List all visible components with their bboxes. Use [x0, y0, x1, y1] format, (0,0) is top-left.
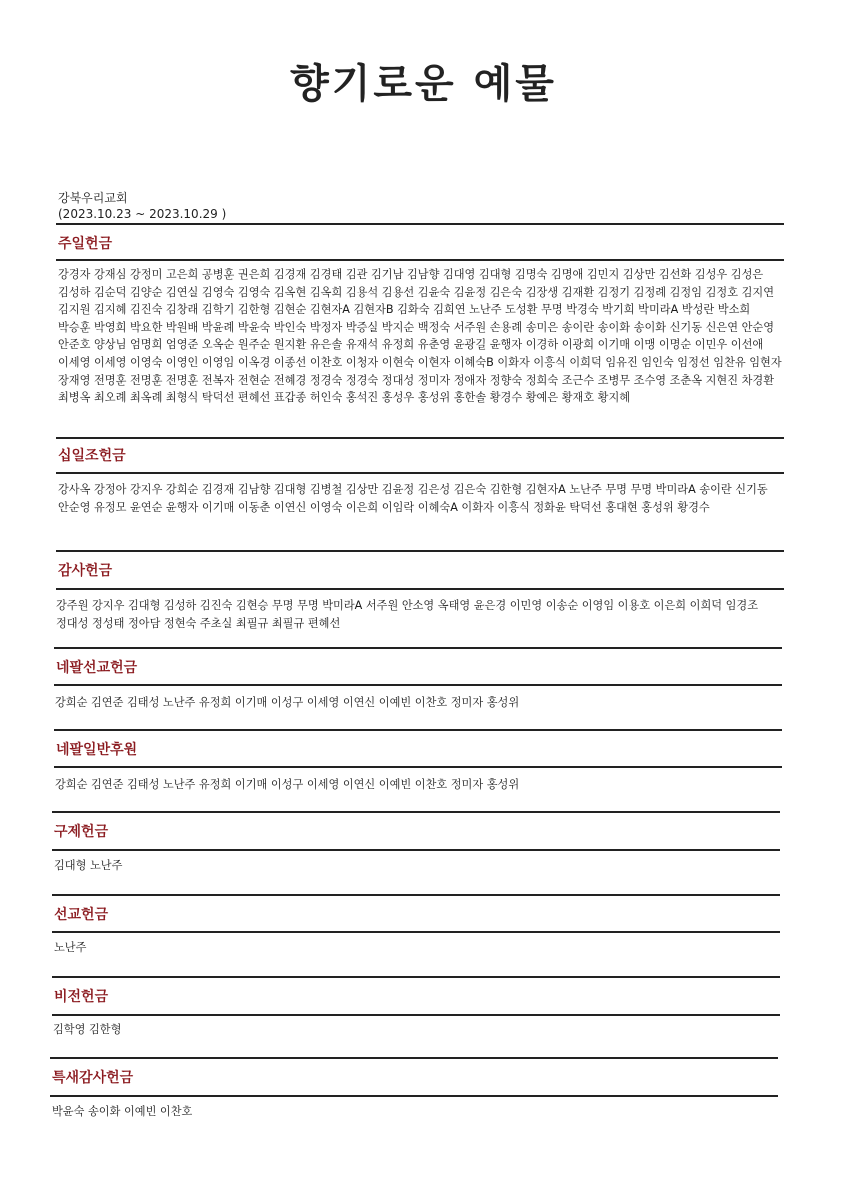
section-names-nepal-support: 강희순 김연준 김태성 노난주 유정희 이기매 이성구 이세영 이연신 이예빈 이찬호 정미자 홍성위 [55, 778, 520, 791]
section-names-vision: 김학영 김한형 [53, 1023, 122, 1036]
section-title-nepal-support: 네팔일반후원 [56, 742, 138, 758]
section-rule-bottom [50, 1095, 778, 1097]
section-rule-top [56, 550, 784, 552]
section-title-tithe: 십일조헌금 [58, 448, 126, 464]
section-rule-top [52, 976, 780, 978]
section-rule-bottom [56, 259, 784, 261]
section-names-relief: 김대형 노난주 [54, 859, 123, 872]
section-rule-top [54, 729, 782, 731]
section-rule-top [52, 894, 780, 896]
section-title-mission: 선교헌금 [54, 907, 109, 923]
section-rule-top [56, 223, 784, 225]
page-title: 향기로운 예물 [290, 61, 557, 107]
section-title-special-dawn: 특새감사헌금 [52, 1070, 134, 1086]
section-title-nepal-mission: 네팔선교헌금 [56, 660, 138, 676]
date-range: (2023.10.23 ~ 2023.10.29 ) [58, 207, 227, 221]
church-name: 강북우리교회 [58, 191, 128, 205]
section-rule-bottom [54, 684, 782, 686]
section-rule-bottom [56, 472, 784, 474]
section-rule-top [56, 437, 784, 439]
section-rule-top [54, 647, 782, 649]
section-rule-bottom [56, 588, 784, 590]
section-names-special-dawn: 박윤숙 송이화 이예빈 이찬호 [52, 1105, 193, 1118]
section-rule-top [52, 811, 780, 813]
section-title-vision: 비전헌금 [54, 989, 109, 1005]
section-names-tithe: 강사옥 강정아 강지우 강희순 김경재 김남향 김대형 김병철 김상만 김윤정 김은성 김은숙 김한형 김현자A 노난주 무명 무명 박미라A 송이란 신기동 안순영 유정모 윤연순 윤행자 이기매 이동춘 이연신 이영숙 이은희 이임락 이혜숙A 이화자 이흥식 정화윤 탁덕선 홍대현 홍성위 황경수 [58, 483, 768, 514]
church-info [58, 190, 226, 222]
section-names-nepal-mission: 강희순 김연준 김태성 노난주 유정희 이기매 이성구 이세영 이연신 이예빈 이찬호 정미자 홍성위 [55, 696, 520, 709]
section-names-thanks: 강주원 강지우 김대형 김성하 김진숙 김현승 무명 무명 박미라A 서주원 안소영 옥태영 윤은경 이민영 이송순 이영임 이용호 이은희 이희덕 임경조 정대성 정성태 정아담 정현숙 주초실 최필규 최필규 편혜선 [56, 599, 759, 630]
section-rule-bottom [52, 849, 780, 851]
section-names-mission: 노난주 [54, 941, 87, 954]
section-rule-top [50, 1057, 778, 1059]
section-names-sunday: 강경자 강재심 강정미 고은희 공병훈 권은희 김경재 김경태 김관 김기남 김남향 김대영 김대형 김명숙 김명애 김민지 김상만 김선화 김성우 김성은 김성하 김순덕 김양순 김연실 김영숙 김영숙 김옥현 김옥희 김용석 김용선 김윤숙 김윤정 김은숙 김장생 김재환 김정기 김정례 김정임 김정호 김지연 김지원 김지혜 김진숙 김창래 김학기 김한형 김현순 김현자A 김현자B 김화숙 김희연 노난주 도성환 무명 박경숙 박기희 박미라A 박성란 박소희 박승훈 박영희 박요한 박원배 박윤례 박윤숙 박인숙 박정자 박증실 박지순 백정숙 서주원 손용례 송미은 송이란 송이화 송이화 신기동 신은연 안순영 안준호 양상님 엄명희 엄영준 오옥순 원주순 원지환 유은솔 유재석 유정희 유춘영 윤광길 윤행자 이경하 이광희 이기매 이맹 이명순 이민우 이선애 이세영 이세영 이영숙 이영인 이영임 이옥경 이종선 이찬호 이청자 이현숙 이현자 이혜숙B 이화자 이흥식 이희덕 임유진 임인숙 임정선 임찬유 임현자 장재영 전명훈 전명훈 전명훈 전복자 전현순 전혜경 정경숙 정경숙 정대성 정미자 정애자 정향숙 정희숙 조근수 조병무 조수영 조춘옥 지현진 차경환 최병옥 최오례 최옥례 최형식 탁덕선 편혜선 표갑종 허인숙 홍석진 홍성우 홍성위 홍한솔 황경수 황예은 황재호 황지혜 [58, 268, 782, 405]
section-title-sunday: 주일헌금 [58, 236, 113, 252]
section-rule-bottom [52, 1014, 780, 1016]
section-rule-bottom [54, 766, 782, 768]
section-title-relief: 구제헌금 [54, 824, 109, 840]
section-title-thanks: 감사헌금 [58, 563, 113, 579]
section-rule-bottom [52, 931, 780, 933]
